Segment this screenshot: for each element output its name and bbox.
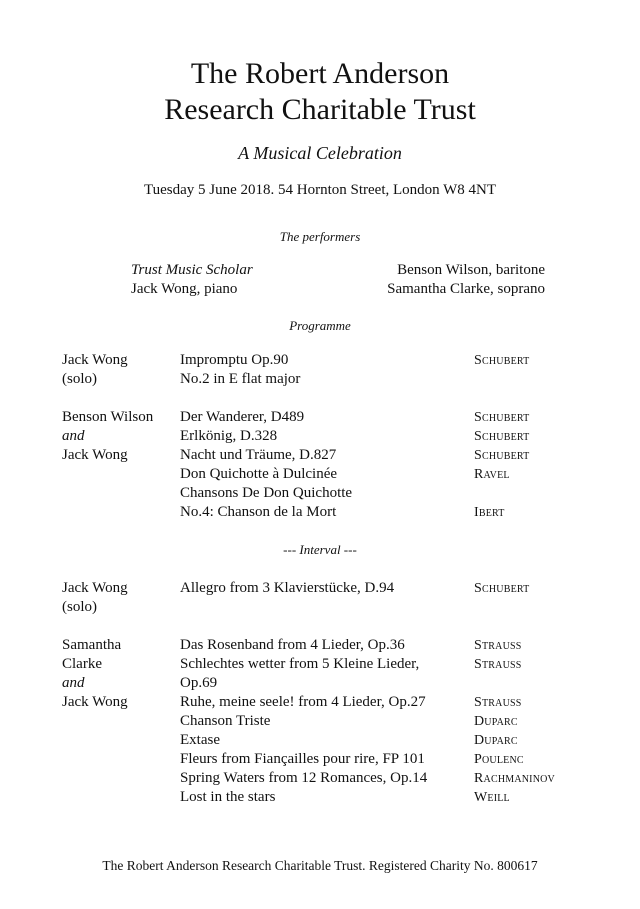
programme-composer: Strauss — [474, 657, 522, 672]
programme-work: Impromptu Op.90 — [180, 352, 289, 368]
programme-performer: and — [62, 675, 85, 691]
event-subtitle: A Musical Celebration — [238, 143, 402, 163]
programme-composer: Weill — [474, 790, 510, 805]
programme-composer: Schubert — [474, 429, 530, 444]
programme-composer: Duparc — [474, 714, 518, 729]
performers-left — [131, 261, 253, 299]
programme-composer: Strauss — [474, 638, 522, 653]
programme-performer: Clarke — [62, 656, 102, 672]
programme-performer: Samantha — [62, 637, 122, 653]
title-line-2: Research Charitable Trust — [164, 93, 476, 126]
programme-performer: (solo) — [62, 599, 97, 615]
performers-right — [372, 261, 545, 299]
programme-work: Der Wanderer, D489 — [180, 409, 305, 425]
programme-performer: Benson Wilson — [62, 409, 154, 425]
interval-marker: --- Interval --- — [283, 542, 357, 557]
programme-work: Schlechtes wetter from 5 Kleine Lieder, — [180, 656, 420, 672]
programme-work: Spring Waters from 12 Romances, Op.14 — [180, 770, 428, 786]
programme-composer: Duparc — [474, 733, 518, 748]
programme-work: Fleurs from Fiançailles pour rire, FP 101 — [180, 751, 425, 767]
programme-work: Allegro from 3 Klavierstücke, D.94 — [180, 580, 395, 596]
event-date-location: Tuesday 5 June 2018. 54 Hornton Street, London W8 4NT — [143, 182, 497, 198]
performer-samantha-clarke: Samantha Clarke, soprano — [387, 281, 545, 297]
programme-composer: Schubert — [474, 353, 530, 368]
programme-performer: Jack Wong — [62, 352, 128, 368]
programme-performer: (solo) — [62, 371, 97, 387]
programme-work: Ruhe, meine seele! from 4 Lieder, Op.27 — [180, 694, 426, 710]
footer-charity-note: The Robert Anderson Research Charitable Trust. Registered Charity No. 800617 — [102, 858, 538, 873]
programme-work: Chanson Triste — [180, 713, 271, 729]
programme-composer: Ibert — [474, 505, 505, 520]
programme-performer: Jack Wong — [62, 580, 128, 596]
programme-work: No.4: Chanson de la Mort — [180, 504, 337, 520]
programme-composer: Schubert — [474, 410, 530, 425]
programme-work: Extase — [180, 732, 220, 748]
programme-performer: and — [62, 428, 85, 444]
scholar-label: Trust Music Scholar — [131, 262, 253, 278]
programme-composer: Rachmaninov — [474, 771, 555, 786]
programme-work: Lost in the stars — [180, 789, 276, 805]
programme-work: Nacht und Träume, D.827 — [180, 447, 337, 463]
programme-work: Das Rosenband from 4 Lieder, Op.36 — [180, 637, 405, 653]
programme-work: No.2 in E flat major — [180, 371, 301, 387]
programme-work: Don Quichotte à Dulcinée — [180, 466, 338, 482]
programme-performer: Jack Wong — [62, 447, 128, 463]
performer-benson-wilson: Benson Wilson, baritone — [397, 262, 545, 278]
programme-composer: Schubert — [474, 581, 530, 596]
programme-work: Chansons De Don Quichotte — [180, 485, 353, 501]
programme-composer: Ravel — [474, 467, 510, 482]
programme-composer: Strauss — [474, 695, 522, 710]
performers-heading: The performers — [279, 229, 361, 244]
page-title — [0, 56, 640, 128]
programme-composer: Schubert — [474, 448, 530, 463]
programme-performer: Jack Wong — [62, 694, 128, 710]
programme-composer: Poulenc — [474, 752, 524, 767]
performer-jack-wong: Jack Wong, piano — [131, 281, 238, 297]
programme-heading: Programme — [289, 318, 351, 333]
programme-work: Op.69 — [180, 675, 218, 691]
title-line-1: The Robert Anderson — [190, 57, 450, 90]
programme-work: Erlkönig, D.328 — [180, 428, 278, 444]
